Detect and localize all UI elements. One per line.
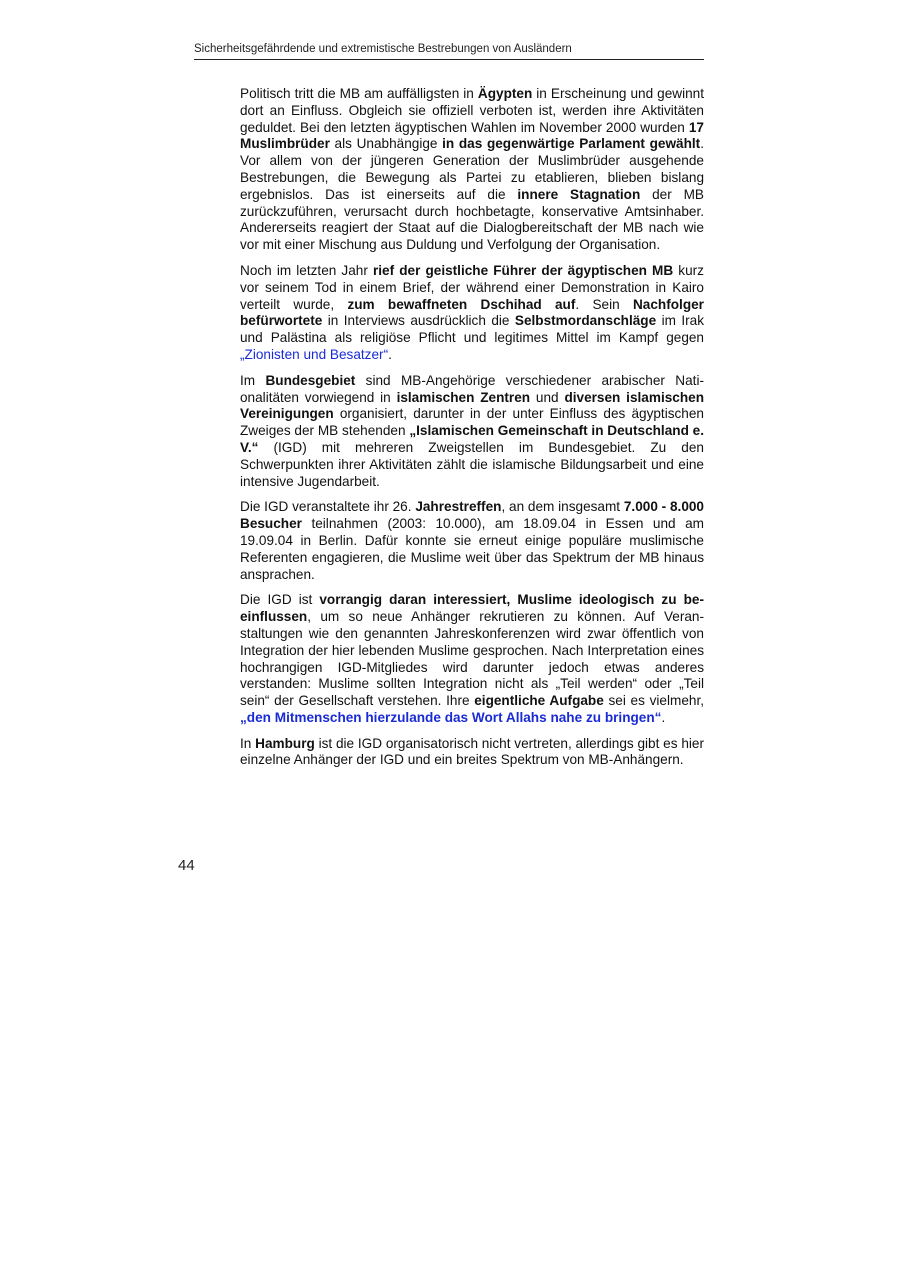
text-run: organisiert, darunter in der unter Einfluss des ägyptischen Zweiges der MB stehenden: [240, 406, 704, 439]
text-run: . Sein: [575, 296, 633, 312]
body-paragraph: [240, 736, 704, 770]
bold-phrase: vorrangig daran interessiert, Muslime ideologisch zu beeinflussen: [240, 592, 704, 625]
bold-phrase: in das gegenwärtige Parlament gewählt: [442, 136, 701, 152]
text-run: in Interviews ausdrücklich die: [322, 313, 515, 329]
bold-phrase: islamischen Zentren: [396, 389, 531, 405]
highlighted-quote: „den Mitmenschen hierzulande das Wort Allahs nahe zu bringen“: [240, 709, 662, 725]
text-run: sind MB-Angehörige verschiedener arabischer Nationalitäten vorwiegend in: [240, 372, 704, 405]
bold-phrase: rief der geistliche Führer der ägyptischen MB: [372, 262, 674, 278]
text-run: .: [661, 709, 666, 725]
text-run: kurz vor seinem Tod in einem Brief, der während einer Demonstration in Kairo verteilt wurde,: [240, 262, 704, 312]
text-run: , an dem insgesamt: [501, 499, 624, 515]
bold-phrase: Ägypten: [477, 86, 533, 101]
running-header: [194, 42, 704, 60]
body-paragraph: [240, 86, 704, 254]
bold-phrase: „Islamischen Gemeinschaft in Deutschland e. V.“: [240, 423, 705, 455]
bold-phrase: Nachfolger befürwortete: [240, 296, 704, 329]
body-text: [240, 86, 704, 778]
text-run: teilnahmen (2003: 10.000), am 18.09.04 in Essen und am 19.09.04 in Berlin. Dafür konnte sie erneut einige populäre muslimische Referenten engagieren, die Muslime weit über das Spektrum der MB hinaus ansprachen.: [240, 516, 704, 582]
bold-phrase: diversen islamischen Vereinigungen: [240, 389, 705, 422]
text-run: Die IGD ist: [240, 592, 320, 608]
bold-phrase: Jahrestreffen: [415, 499, 502, 515]
text-run: ist die IGD organisatorisch nicht vertreten, allerdings gibt es hier einzelne Anhänger der IGD und ein breites Spektrum von MB-Anhängern.: [240, 735, 704, 768]
body-paragraph: [240, 592, 704, 726]
text-run: als Unabhängige: [329, 136, 443, 152]
bold-phrase: zum bewaffneten Dschihad auf: [347, 296, 576, 312]
text-run: .: [388, 346, 392, 362]
body-paragraph: [240, 263, 704, 364]
text-run: Politisch tritt die MB am auffälligsten in: [240, 86, 478, 101]
bold-phrase: 7.000 - 8.000 Besucher: [240, 499, 704, 532]
highlighted-quote: „Zionisten und Besatzer“: [240, 346, 389, 362]
text-run: Im: [240, 372, 266, 388]
text-run: . Vor allem von der jüngeren Generation der Muslimbrüder ausgehende Bestrebungen, die Bewegung als Partei zu etablieren, blieben bislang ergebnislos. Das ist einerseits auf die: [240, 136, 704, 202]
bold-phrase: eigentliche Aufgabe: [474, 693, 604, 709]
text-run: , um so neue Anhänger rekrutieren zu können. Auf Veranstaltungen wie den genannten Jahreskonferenzen wird zwar öffentlich von Integration der hier lebenden Muslime gesprochen. Nach Interpretation eines hochrangigen IGD-Mitgliedes wird darunter jedoch etwas anderes verstanden: Muslime sollten Integration nicht als „Teil werden“ oder „Teil sein“ der Gesellschaft verstehen. Ihre: [240, 609, 704, 709]
bold-phrase: Hamburg: [255, 735, 315, 751]
body-paragraph: [240, 499, 704, 583]
text-run: Die IGD veranstaltete ihr 26.: [240, 499, 416, 515]
text-run: in Erscheinung und gewinnt dort an Einfluss. Obgleich sie offiziell verboten ist, werden ihre Aktivitäten geduldet. Bei den letzten ägyptischen Wahlen im November 2000 wurden: [240, 86, 705, 135]
body-paragraph: [240, 373, 704, 491]
text-run: und: [530, 389, 565, 405]
text-run: Noch im letzten Jahr: [240, 262, 373, 278]
text-run: im Irak und Palästina als religiöse Pflicht und legitimes Mittel im Kampf gegen: [240, 313, 704, 346]
text-run: In: [240, 735, 256, 751]
page-number: 44: [178, 857, 195, 874]
header-title: Sicherheitsgefährdende und extremistische Bestrebungen von Ausländern: [194, 43, 572, 55]
bold-phrase: innere Stagnation: [517, 186, 641, 202]
bold-phrase: 17 Muslimbrüder: [240, 119, 704, 152]
bold-phrase: Bundesgebiet: [265, 372, 356, 388]
text-run: der MB zurückzuführen, verursacht durch hochbetagte, konservative Amtsinhaber. Andererseits reagiert der Staat auf die Dialogbereitschaft der MB nach wie vor mit einer Mischung aus Duldung und Verfolgung der Organisation.: [240, 186, 704, 253]
bold-phrase: Selbstmordanschläge: [514, 313, 657, 329]
text-run: sei es vielmehr,: [603, 693, 704, 709]
text-run: (IGD) mit mehreren Zweigstellen im Bundesgebiet. Zu den Schwerpunkten ihrer Aktivitäten zählt die islamische Bildungsarbeit und eine intensive Jugendarbeit.: [240, 439, 704, 489]
